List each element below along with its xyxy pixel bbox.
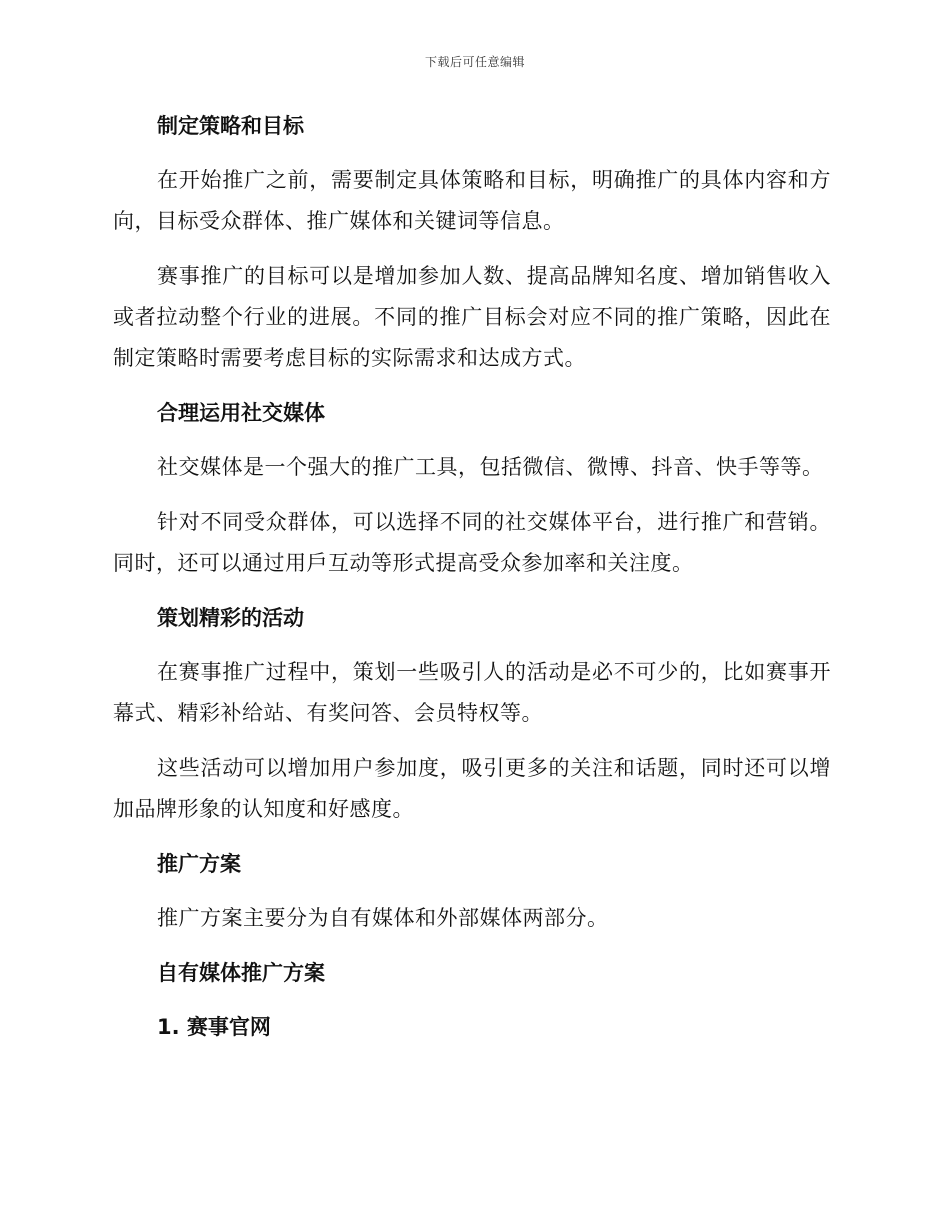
paragraph: 这些活动可以增加用户参加度，吸引更多的关注和话题，同时还可以增加品牌形象的认知度和好感度。 [113, 756, 831, 821]
paragraph: 社交媒体是一个强大的推广工具，包括微信、微博、抖音、快手等等。 [157, 455, 824, 479]
paragraph: 赛事推广的目标可以是增加参加人数、提高品牌知名度、增加销售收入或者拉动整个行业的进展。不同的推广目标会对应不同的推广策略，因此在制定策略时需要考虑目标的实际需求和达成方式。 [113, 264, 831, 370]
section-heading: 自有媒体推广方案 [157, 961, 325, 985]
section-heading: 推广方案 [157, 852, 241, 876]
section-heading: 合理运用社交媒体 [157, 401, 325, 425]
section-heading: 制定策略和目标 [157, 114, 304, 138]
document-body [113, 106, 831, 1047]
section-heading: 策划精彩的活动 [157, 606, 304, 630]
paragraph: 推广方案主要分为自有媒体和外部媒体两部分。 [157, 906, 609, 930]
paragraph: 针对不同受众群体，可以选择不同的社交媒体平台，进行推广和营销。同时，还可以通过用戶互动等形式提高受众参加率和关注度。 [113, 510, 831, 575]
paragraph: 在赛事推广过程中，策划一些吸引人的活动是必不可少的，比如赛事开幕式、精彩补给站、有奖问答、会员特权等。 [113, 660, 831, 725]
paragraph: 在开始推广之前，需要制定具体策略和目标，明确推广的具体内容和方向，目标受众群体、推广媒体和关键词等信息。 [113, 168, 831, 233]
header-note: 下载后可任意编辑 [424, 55, 525, 69]
section-heading: 1. 赛事官网 [157, 1015, 271, 1039]
